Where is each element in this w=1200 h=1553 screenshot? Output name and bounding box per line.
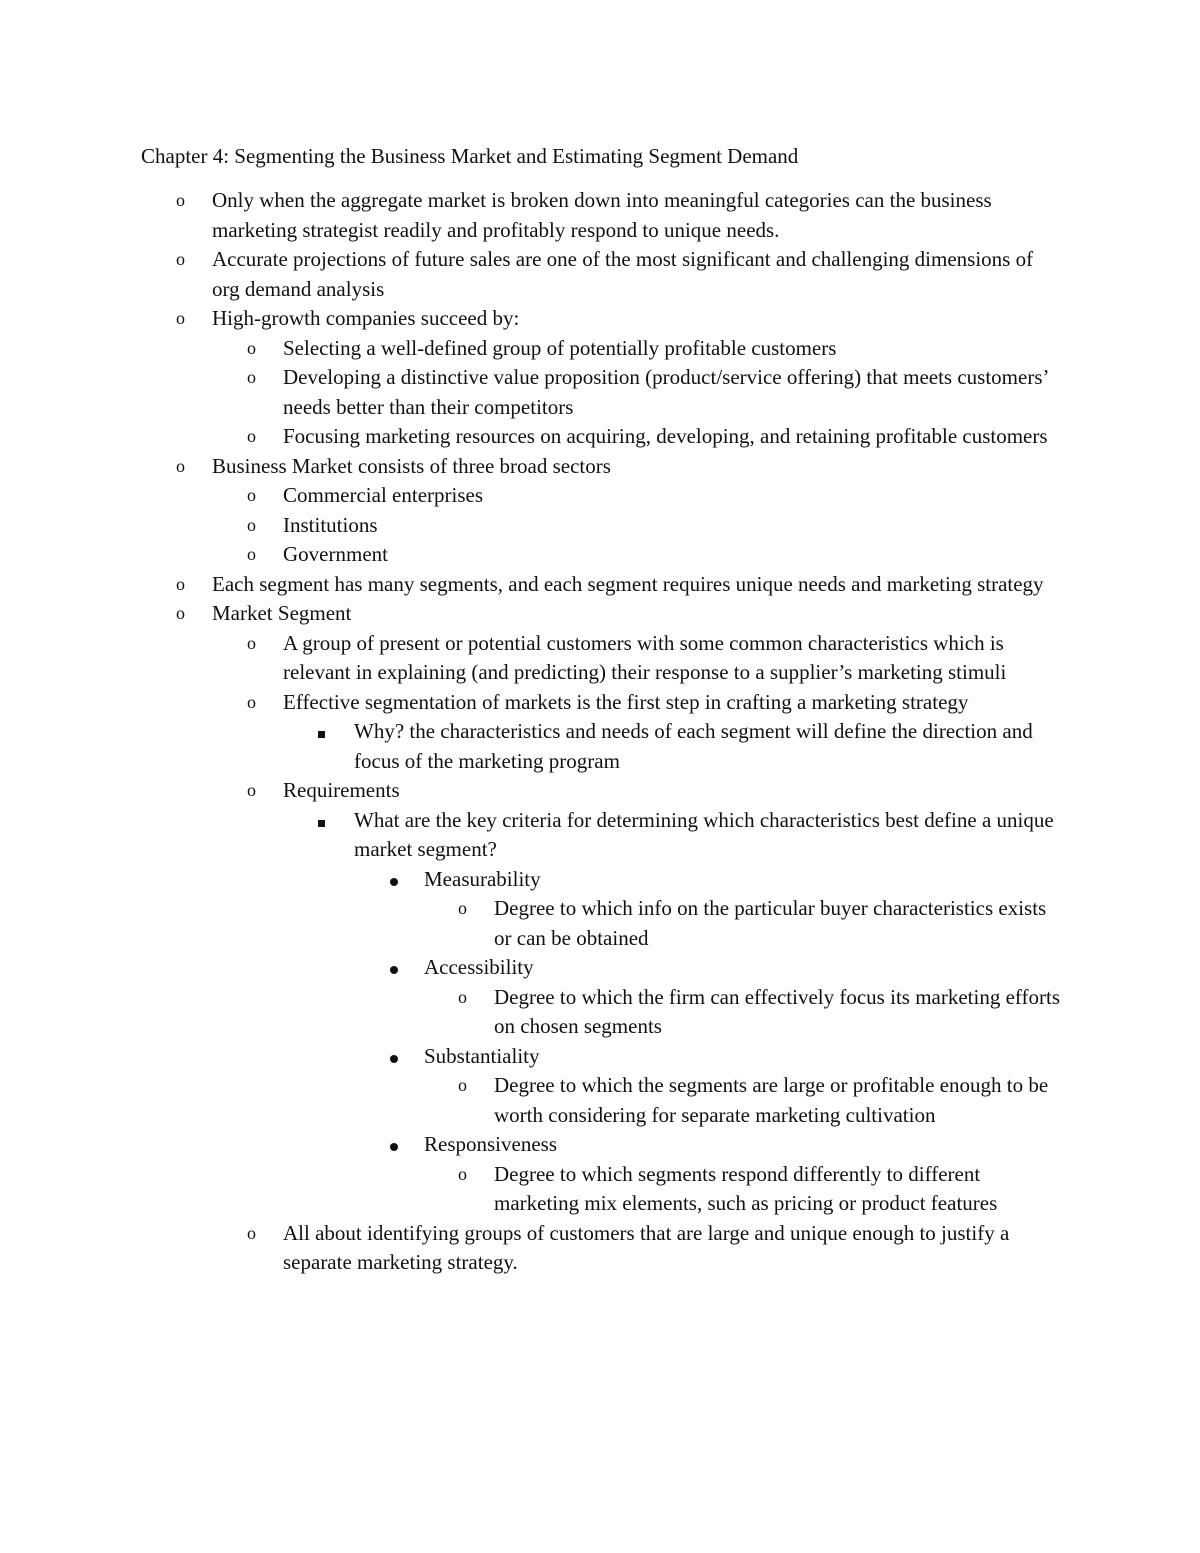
list-item-text: Effective segmentation of markets is the first step in crafting a marketing strategy [283,689,969,714]
list-item [0,422,1200,452]
circle-bullet-icon: o [247,367,256,387]
list-item [0,1071,1200,1130]
page-title: Chapter 4: Segmenting the Business Market and Estimating Segment Demand [141,144,799,168]
list-item [0,334,1200,364]
circle-bullet-icon: o [247,1222,256,1243]
list-item [0,806,1200,865]
list-item [0,363,1200,422]
circle-bullet-icon: o [458,986,467,1007]
list-item [0,983,1200,1042]
dot-bullet-icon [390,1130,398,1160]
list-item-text: Degree to which the firm can effectively focus its marketing efforts on chosen segments [494,984,1061,1038]
list-item-text: Measurability [424,866,541,891]
dot-bullet-icon [390,1042,398,1072]
list-item-text: Market Segment [212,601,352,625]
circle-bullet-icon: o [458,1163,467,1184]
list-item [0,570,1200,600]
list-item [0,245,1200,304]
circle-bullet-icon: o [247,632,256,653]
circle-bullet-icon: o [247,485,256,505]
list-item-text: Government [283,542,388,566]
list-item [0,481,1200,511]
list-item [0,1160,1200,1219]
circle-bullet-icon: o [247,337,256,358]
circle-bullet-icon: o [458,898,467,918]
circle-bullet-icon: o [176,603,185,623]
list-item [0,186,1200,245]
list-item [0,599,1200,629]
circle-bullet-icon: o [247,544,256,564]
circle-bullet-icon: o [247,780,256,800]
list-item-text: Degree to which the segments are large or profitable enough to be worth considering for separate marketing cultivation [494,1073,1049,1127]
list-item-text: Business Market consists of three broad sectors [212,453,611,478]
circle-bullet-icon: o [247,514,256,535]
list-item-text: Why? the characteristics and needs of each segment will define the direction and focus of the marketing program [354,719,1033,773]
list-item-text: Developing a distinctive value proposition (product/service offering) that meets customers’ needs better than their competitors [283,365,1048,419]
list-item [0,1219,1200,1278]
list-item-text: Requirements [283,778,400,802]
list-item [0,953,1200,983]
list-item [0,776,1200,806]
list-item-text: Selecting a well-defined group of potentially profitable customers [283,335,837,360]
list-item-text: Each segment has many segments, and each segment requires unique needs and marketing strategy [212,571,1044,596]
circle-bullet-icon: o [247,691,256,712]
list-item [0,629,1200,688]
circle-bullet-icon: o [176,455,185,476]
list-item [0,452,1200,482]
outline-list [0,186,1200,1278]
list-item-text: Accessibility [424,955,534,979]
circle-bullet-icon: o [176,249,185,269]
list-item [0,304,1200,334]
list-item-text: Degree to which segments respond differently to different marketing mix elements, such as pricing or product features [494,1161,998,1215]
list-item-text: Substantiality [424,1043,540,1068]
circle-bullet-icon: o [247,426,256,446]
list-item [0,688,1200,718]
circle-bullet-icon: o [458,1075,467,1095]
list-item-text: What are the key criteria for determining which characteristics best define a unique market segment? [354,807,1054,861]
list-item-text: Accurate projections of future sales are one of the most significant and challenging dimensions of org demand analysis [212,247,1034,301]
dot-bullet-icon [390,953,398,983]
list-item [0,540,1200,570]
circle-bullet-icon: o [176,308,185,328]
square-bullet-icon [318,717,325,747]
square-bullet-icon [318,806,325,836]
circle-bullet-icon: o [176,573,185,594]
list-item [0,1042,1200,1072]
list-item [0,865,1200,895]
list-item-text: All about identifying groups of customers that are large and unique enough to justify a separate marketing strategy. [283,1220,1010,1274]
dot-bullet-icon [390,865,398,895]
list-item [0,894,1200,953]
list-item-text: Commercial enterprises [283,483,484,507]
list-item [0,1130,1200,1160]
list-item [0,511,1200,541]
list-item-text: A group of present or potential customers with some common characteristics which is relevant in explaining (and predicting) their response to a supplier’s marketing stimuli [283,630,1007,684]
list-item-text: Responsiveness [424,1132,557,1156]
list-item-text: Focusing marketing resources on acquiring, developing, and retaining profitable customers [283,424,1048,448]
circle-bullet-icon: o [176,190,185,210]
list-item-text: Institutions [283,512,378,537]
list-item-text: Degree to which info on the particular buyer characteristics exists or can be obtained [494,896,1047,950]
list-item-text: Only when the aggregate market is broken down into meaningful categories can the business marketing strategist readily and profitably respond to unique needs. [212,188,992,242]
list-item-text: High-growth companies succeed by: [212,306,520,330]
list-item [0,717,1200,776]
